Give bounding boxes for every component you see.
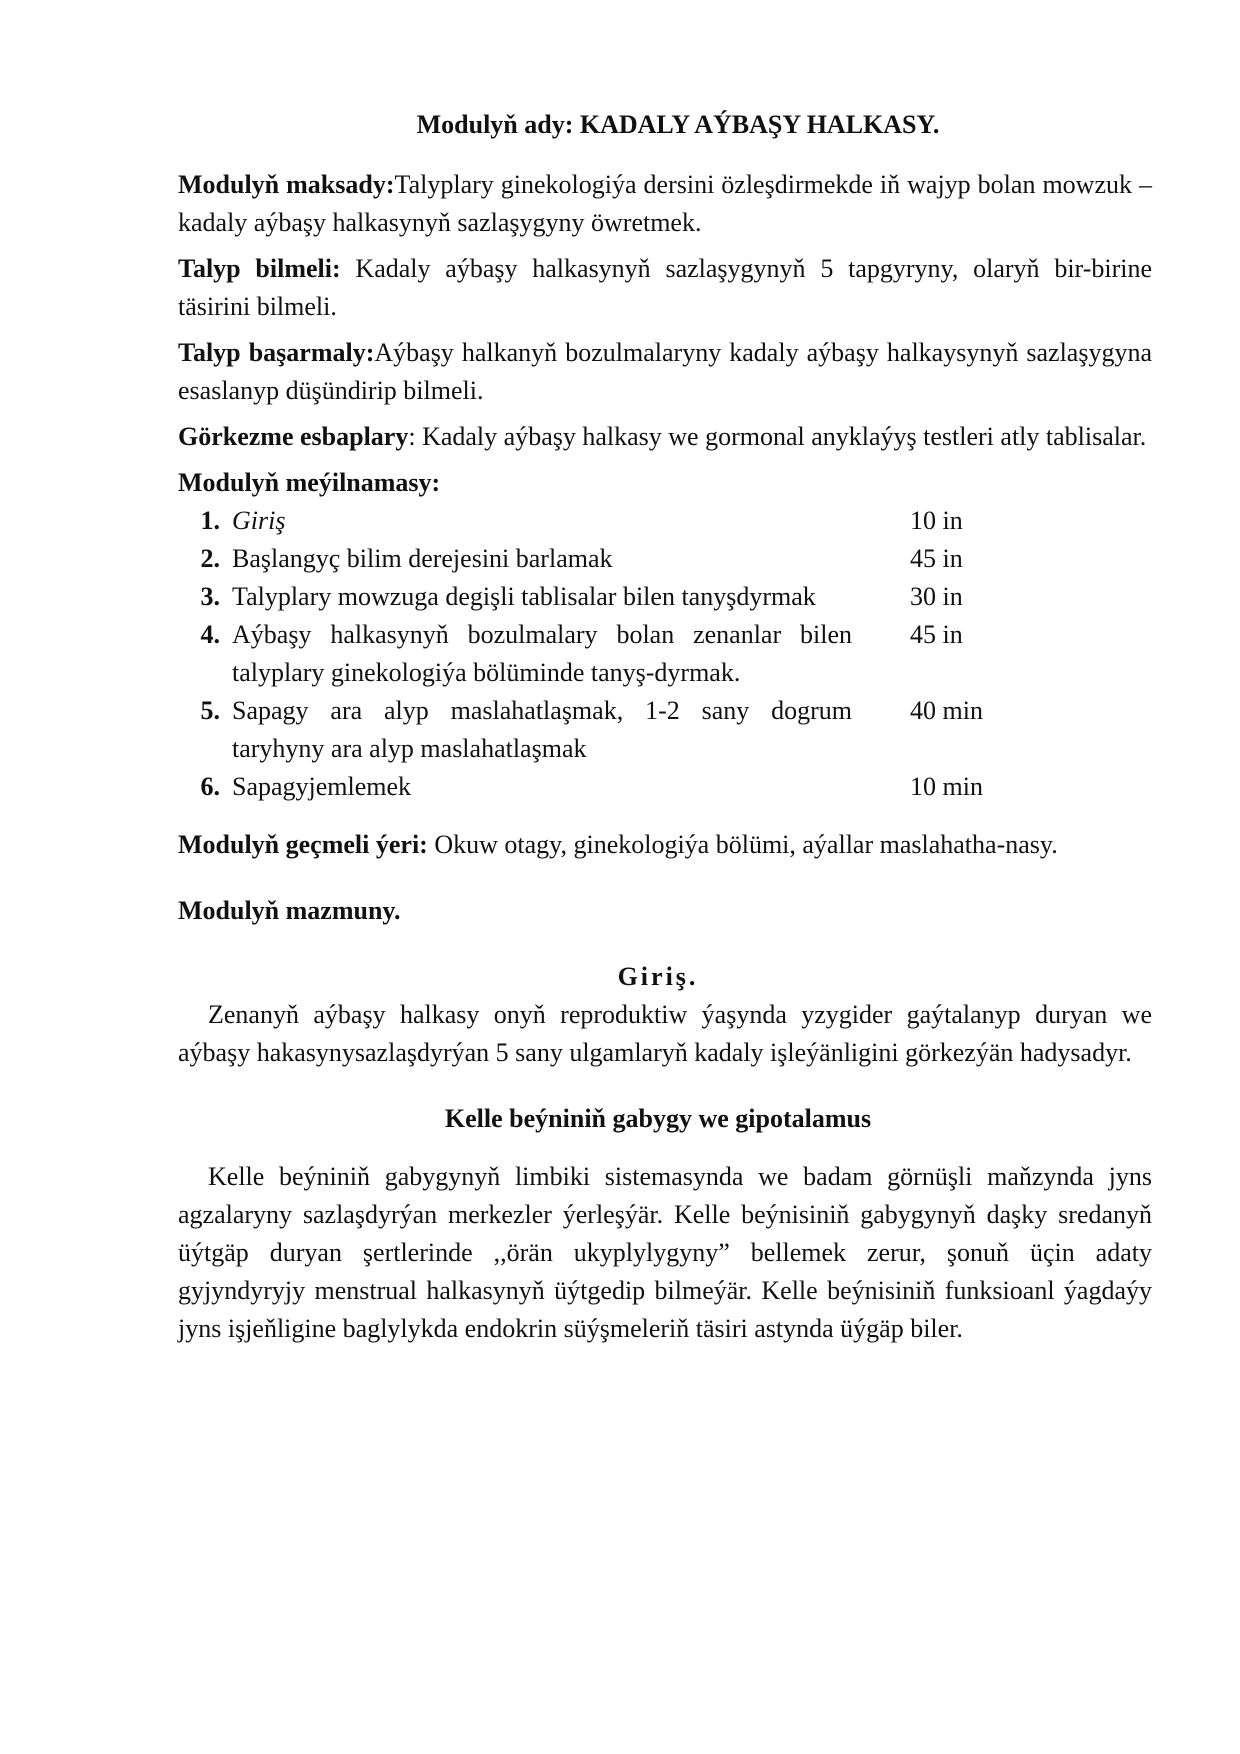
plan-text: Başlangyç bilim derejesini barlamak [232, 544, 613, 573]
plan-heading: Modulyň meýilnamasy: [178, 468, 441, 497]
plan-duration: 45 in [910, 544, 963, 573]
plan-num: 3. [200, 582, 220, 611]
intro-paragraph: Zenanyň aýbaşy halkasy onyň reproduktiw ýaşynda yzygider gaýtalanyp duryan we aýbaşy hakasynysazlaşdyrýan 5 sany ulgamlaryň kadaly işleýänligini görkezýän hadysadyr. [178, 1000, 1152, 1067]
module-place [164, 826, 1152, 864]
plan-row [178, 540, 1152, 578]
spacer [164, 1138, 1152, 1158]
spacer [164, 872, 1152, 892]
student-skills [164, 334, 1152, 410]
student-knowledge-label: Talyp bilmeli: [178, 254, 341, 283]
plan-text: Giriş [232, 506, 286, 535]
plan-row [178, 692, 1152, 768]
plan-duration: 10 in [910, 506, 963, 535]
plan-num: 4. [200, 620, 220, 649]
visual-aids [164, 418, 1152, 456]
plan-row [178, 616, 1152, 692]
plan-row [178, 578, 1152, 616]
plan-duration: 10 min [910, 772, 983, 801]
intro-heading: Giriş. [617, 962, 699, 991]
plan-num: 6. [200, 772, 220, 801]
plan-text: Sapagy ara alyp maslahatlaşmak, 1-2 sany dogrum taryhyny ara alyp maslahatlaşmak [232, 696, 852, 763]
student-skills-label: Talyp başarmaly: [178, 338, 375, 367]
plan-row [178, 768, 1152, 806]
plan-duration: 40 min [910, 696, 983, 725]
spacer [164, 1080, 1152, 1100]
plan-duration: 45 in [910, 620, 963, 649]
module-content-heading: Modulyň mazmuny. [178, 896, 401, 925]
brain-paragraph: Kelle beýniniň gabygynyň limbiki sistemasynda we badam görnüşli maňzynda jyns agzalaryny sazlaşdyrýan merkezler ýerleşýär. Kelle beýnisiniň gabygynyň daşky sredanyň üýtgäp duryan şertlerinde ,,örän ukyplylygyny” bellemek zerur, şonuň üçin adaty gyjyndyryjy menstrual halkasynyň üýtgedip bilmeýär. Kelle beýnisiniň funksioanl ýagdaýy jyns işjeňligine baglylykda endokrin süýşmeleriň täsiri astynda üýgäp biler. [178, 1162, 1152, 1343]
plan-row [178, 502, 1152, 540]
plan-num: 5. [200, 696, 220, 725]
student-skills-text: Aýbaşy halkanyň bozulmalaryny kadaly aýbaşy halkaysynyň sazlaşygyna esaslanyp düşündirip bilmeli. [178, 338, 1153, 405]
brain-heading: Kelle beýniniň gabygy we gipotalamus [444, 1104, 872, 1133]
plan-table [178, 502, 1152, 806]
module-place-text: Okuw otagy, ginekologiýa bölümi, aýallar maslahatha-nasy. [427, 830, 1058, 859]
plan-text: Sapagyjemlemek [232, 772, 412, 801]
visual-aids-label: Görkezme esbaplary [178, 422, 409, 451]
document-page [164, 110, 1152, 1356]
plan-num: 1. [200, 506, 220, 535]
spacer [164, 806, 1152, 826]
visual-aids-text: : Kadaly aýbaşy halkasy we gormonal anyklaýyş testleri atly tablisalar. [408, 422, 1147, 451]
spacer [164, 938, 1152, 958]
module-goal [164, 166, 1152, 242]
plan-text: Aýbaşy halkasynyň bozulmalary bolan zenanlar bilen talyplary ginekologiýa bölüminde tanyş-dyrmak. [232, 620, 852, 687]
student-knowledge-text: Kadaly aýbaşy halkasynyň sazlaşygynyň 5 tapgyryny, olaryň bir-birine täsirini bilmeli. [178, 254, 1152, 321]
module-goal-label: Modulyň maksady: [178, 170, 395, 199]
plan-num: 2. [200, 544, 220, 573]
plan-text: Talyplary mowzuga degişli tablisalar bilen tanyşdyrmak [232, 582, 816, 611]
module-place-label: Modulyň geçmeli ýeri: [178, 830, 428, 859]
student-knowledge [164, 250, 1152, 326]
module-title: Modulyň ady: KADALY AÝBAŞY HALKASY. [416, 110, 940, 139]
plan-duration: 30 in [910, 582, 963, 611]
module-goal-text: Talyplary ginekologiýa dersini özleşdirmekde iň wajyp bolan mowzuk – kadaly aýbaşy halkasynyň sazlaşygyny öwretmek. [178, 170, 1152, 237]
